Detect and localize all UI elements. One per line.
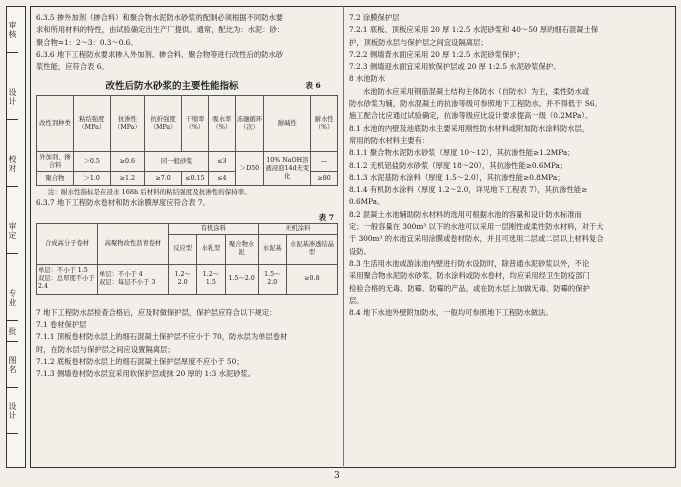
paragraph-line: 7 地下工程防水层检查合格后，应及时做保护层，保护层应符合以下规定： (36, 307, 277, 317)
table7-number: 表 7 (318, 212, 334, 222)
table-cell: 1.2～1.5 (197, 264, 225, 294)
table-header-cell: 水泥基 (258, 234, 286, 264)
table6-number: 表 6 (305, 80, 321, 90)
paragraph-line: 设防。 (349, 246, 371, 256)
paragraph-line: 7.2.1 底板、顶板应采用 20 厚 1:2.5 水泥砂浆和 40～50 厚的细石混凝土保 (349, 25, 599, 35)
paragraph-line: 常用的防水材料主要有： (349, 135, 430, 145)
table-cell: 1.2～2.0 (169, 264, 197, 294)
right-column (349, 12, 667, 319)
paragraph-line: 施工配合比应通过试验确定，抗渗等级应比设计要求提高一级（0.2MPa）。 (349, 111, 593, 121)
table6-title: 改性后防水砂浆的主要性能指标 (105, 81, 239, 93)
table-cell: ≥1.2 (110, 172, 145, 186)
table-cell: ≤0.15 (181, 172, 208, 186)
paragraph-line: 求和所用材料的特性，由试验确定出生产厂提供。通常，配比为：水泥：砂： (36, 25, 285, 35)
paragraph-line: 检验合格的无毒、防霉、防霉的产品，或在防水层上加做无毒、防霉的保护 (349, 283, 590, 293)
table-cell: — (311, 152, 338, 172)
table-header-cell: 耐碱性 (264, 96, 311, 152)
title-block-cell: 设计 (7, 388, 18, 434)
column-divider (343, 6, 344, 466)
table-cell: 1.5～2.0 (258, 264, 286, 294)
table-header-cell: 水泥基渗透结晶型 (286, 234, 337, 264)
title-block-cell: 设计 (7, 74, 18, 120)
paragraph-line: 0.6MPa。 (349, 197, 385, 207)
table-header-row (37, 96, 338, 152)
title-block-cell: 校对 (7, 141, 18, 187)
paragraph-line: 层。 (349, 295, 364, 305)
paragraph-line: 浆性能，应符合表 6。 (36, 62, 109, 72)
paragraph-line: 8 水池防水 (349, 74, 386, 84)
paragraph-line: 8.1.1 聚合物水泥防水砂浆（厚度 10～12），其抗渗性能≥1.2MPa； (349, 148, 575, 158)
title-block-cell: 批 (7, 321, 18, 342)
table-header-cell: 高聚物改性沥青卷材 (98, 223, 169, 264)
table-cell: ＞0.5 (74, 152, 111, 172)
title-block-cell: 审核 (7, 7, 18, 53)
table-header-cell: 抗折强度（MPa） (145, 96, 182, 152)
paragraph-line: 7.1.2 底板卷材防水层上的细石混凝土保护层厚度不应小于 50； (36, 356, 244, 366)
table-header-cell: 合成高分子卷材 (37, 223, 98, 264)
table-cell: ≥0.6 (110, 152, 145, 172)
table-header-row (37, 223, 338, 234)
table-cell: ≥7.0 (145, 172, 182, 186)
paragraph-line: 8.1.2 无机铝盐防水砂浆（厚度 18～20），其抗渗性能≥0.6MPa； (349, 160, 568, 170)
paragraph-line: 8.2 混凝土水池辅助防水材料的选用可根据水池的容量和设计防水标准而 (349, 209, 582, 219)
table-header-cell: 冻融循环（次） (235, 96, 264, 152)
table6-note: 注：耐水性指标是在浸水 168h 后材料的粘结强度及抗渗性的保持率。 (48, 188, 251, 197)
left-column (36, 12, 338, 381)
table7 (36, 223, 338, 295)
paragraph-line: 6.3.6 地下工程防水要求掺入外加剂、掺合料、聚合物等进行改性后的防水砂 (36, 49, 284, 59)
table-cell: ≥80 (311, 172, 338, 186)
table-cell: 外加剂、掺合料 (37, 152, 74, 172)
paragraph-line: 7.1.3 侧墙卷材防水层宜采用软保护层或抹 20 厚的 1:3 水泥砂浆。 (36, 369, 256, 379)
table-cell: 单层：不小于 4 双层：每层不小于 3 (98, 264, 169, 294)
table-header-cell: 改性剂种类 (37, 96, 74, 152)
title-block-cell: 专业 (7, 275, 18, 321)
table-header-cell: 聚合物水泥 (225, 234, 258, 264)
table6-title-row (36, 78, 338, 92)
paragraph-line: 采用聚合物水泥防水砂浆、防水涂料或防水卷材，均应采用经卫生防疫部门 (349, 271, 590, 281)
paragraph-line: 水池防水应采用钢筋混凝土结构主体防水（自防水）为主，柔性防水或 (363, 86, 590, 96)
table-header-cell: 粘结强度（MPa） (74, 96, 111, 152)
paragraph-line: 定；一般容量在 300m³ 以下的水池可以采用一层刚性或柔性防水材料，对于大 (349, 222, 604, 232)
paragraph-line: 7.2.2 侧墙背水面应采用 20 厚 1:2.5 水泥砂浆保护； (349, 49, 524, 59)
table-cell: 同一般砂浆 (145, 152, 209, 172)
table-header-cell: 水乳型 (197, 234, 225, 264)
paragraph-line: 于 300m³ 的水池宜采用涂膜或卷材防水，并且可选用二层或二层以上材料复合 (349, 234, 604, 244)
paragraph-line: 8.1 水池的内壁及池底防水主要采用刚性防水材料或附加防水涂料防水层， (349, 123, 590, 133)
left-bottom-text (36, 307, 338, 381)
table-cell: 单层：不小于 1.5 双层：总厚度不小于 2.4 (37, 264, 98, 294)
title-block-cell: 图名 (7, 342, 18, 388)
paragraph-line: 7.2.3 侧墙迎水面宜采用软保护层或 20 厚 1:2.5 水泥砂浆保护。 (349, 62, 561, 72)
title-block-strip (6, 6, 26, 468)
table-header-cell: 干缩率（%） (181, 96, 208, 152)
table-header-cell: 反应型 (169, 234, 197, 264)
paragraph-line: 7.2 涂膜保护层 (349, 13, 400, 22)
paragraph-line: 8.4 地下水池外壁附加防水，一般均可参照地下工程防水做法。 (349, 308, 553, 318)
table-cell: ≤3 (209, 152, 236, 172)
paragraph-line: 6.3.5 掺外加剂（掺合料）和聚合物水泥防水砂浆的配制必须根据不同防水要 (36, 13, 284, 22)
table-cell: ≤4 (209, 172, 236, 186)
table-cell: ＞1.0 (74, 172, 111, 186)
table-cell: ＞D50 (235, 152, 264, 186)
page-number: 3 (334, 471, 340, 481)
table-header-cell: 抗渗性（MPa） (110, 96, 145, 152)
title-block-cell: 审定 (7, 208, 18, 254)
paragraph-line: 防水砂浆为辅，防水混凝土的抗渗等级可参照地下工程防水，并不得低于 S6。 (349, 99, 602, 109)
table-header-cell: 耐水性（%） (311, 96, 338, 152)
paragraph-line: 时，在防水层与保护层之间应设置隔离层； (36, 344, 175, 354)
table-cell: 聚合物 (37, 172, 74, 186)
table-cell: 1.5～2.0 (225, 264, 258, 294)
paragraph-line: 7.1.1 顶板卷材防水层上的细石混凝土保护层不应小于 70，防水层为单层卷材 (36, 332, 288, 342)
paragraph-line: 7.1 卷材保护层 (36, 320, 87, 330)
table6 (36, 95, 338, 186)
paragraph-line: 8.1.3 水泥基防水涂料（厚度 1.5～2.0），其抗渗性能≥0.8MPa； (349, 172, 565, 182)
paragraph-line: 8.3 生活用水池或游泳池内壁进行防水设防时，除普通水泥砂浆以外，不论 (349, 258, 590, 268)
table-header-cell: 无机涂料 (258, 223, 337, 234)
table-cell: 10% NaOH溶液浸泡14d无变化 (264, 152, 311, 186)
table-header-cell: 吸水率（%） (209, 96, 236, 152)
table-row (37, 152, 338, 172)
table-row (37, 264, 338, 294)
paragraph-line: 8.1.4 有机防水涂料（厚度 1.2～2.0，详见地下工程表 7），其抗渗性能≥ (349, 185, 588, 195)
paragraph-line: 护，顶板防水层与保护层之间宜设隔离层； (349, 37, 488, 47)
paragraph-line: 聚合物=1：2～3：0.3～0.6。 (36, 37, 138, 47)
table-cell: ≥0.8 (286, 264, 337, 294)
table-header-cell: 有机涂料 (169, 223, 259, 234)
paragraph-line: 6.3.7 地下工程防水卷材和防水涂膜厚度应符合表 7。 (36, 198, 210, 208)
